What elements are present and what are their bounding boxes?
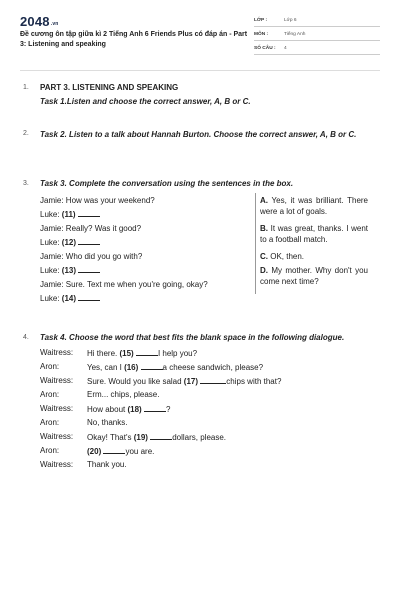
dialogue-speaker: Aron: (40, 362, 60, 371)
option-text: My mother. Why don't you come next time? (260, 266, 368, 286)
dialogue-speaker: Waitress: (40, 348, 74, 357)
answer-blank[interactable] (78, 293, 100, 301)
answer-blank[interactable] (78, 265, 100, 273)
line-text: Jamie: How was your weekend? (40, 196, 155, 205)
line-text: Jamie: Really? Was it good? (40, 224, 142, 233)
logo-text: 2048 (20, 14, 50, 29)
line-text: Sure. Would you like salad (87, 377, 184, 386)
question-label: (15) (119, 349, 134, 358)
option-letter: C. (260, 252, 268, 261)
question-label: (19) (133, 433, 148, 442)
line-text: Luke: (40, 266, 62, 275)
option-letter: A. (260, 196, 268, 205)
line-text: chips with that? (226, 377, 282, 386)
part-title: PART 3. LISTENING AND SPEAKING (40, 83, 179, 92)
option-text: Yes, it was brilliant. There were a lot of goals. (260, 196, 369, 216)
answer-blank[interactable] (103, 446, 125, 454)
line-text: Luke: (40, 294, 62, 303)
question-label: (16) (124, 363, 139, 372)
meta-value: Lớp 6 (284, 18, 297, 23)
task4-instruction: Task 4. Choose the word that best fits the blank space in the following dialogue. (40, 333, 345, 342)
line-text: Hi there. (87, 349, 120, 358)
dialogue-speaker: Waitress: (40, 404, 74, 413)
answer-blank[interactable] (144, 404, 166, 412)
option-a (260, 195, 368, 217)
answer-blank[interactable] (150, 432, 172, 440)
dialogue-line (87, 432, 226, 442)
dialogue-speaker: Waitress: (40, 432, 74, 441)
line-text: Luke: (40, 238, 62, 247)
line-text: No, thanks. (87, 418, 128, 427)
option-text: It was great, thanks. I went to a football match. (260, 224, 369, 244)
line-text: ? (165, 405, 171, 414)
question-label: (11) (61, 210, 76, 219)
question-label: (20) (87, 447, 102, 456)
dialogue-line (87, 446, 154, 456)
conversation-line (40, 209, 100, 220)
question-label: (17) (183, 377, 199, 386)
line-text: you are. (125, 447, 155, 456)
answer-blank[interactable] (78, 209, 100, 217)
question-number: 1. (23, 84, 29, 91)
question-label: (12) (61, 238, 77, 247)
conversation-line (40, 279, 208, 290)
line-text: Jamie: Sure. Text me when you're going, okay? (40, 280, 208, 289)
answer-blank[interactable] (136, 348, 158, 356)
question-number: 2. (23, 130, 29, 137)
dialogue-line (87, 362, 263, 372)
option-text: OK, then. (270, 252, 305, 261)
dialogue-speaker: Aron: (40, 418, 60, 427)
dialogue-line (87, 404, 170, 414)
dialogue-line (87, 390, 159, 399)
conversation-line (40, 223, 141, 234)
dialogue-line (87, 460, 127, 469)
meta-class (254, 16, 380, 27)
option-b (260, 223, 368, 245)
meta-value: Tiếng Anh (284, 32, 306, 37)
line-text: Okay! That's (87, 433, 134, 442)
option-c (260, 251, 368, 262)
answer-blank[interactable] (78, 237, 100, 245)
document-title: Đề cương ôn tập giữa kì 2 Tiếng Anh 6 Friends Plus có đáp án - Part 3: Listening and speaking (20, 31, 248, 48)
question-label: (13) (61, 266, 77, 275)
question-number: 3. (23, 180, 29, 187)
line-text: Erm... chips, please. (87, 390, 160, 399)
conversation-line (40, 293, 100, 304)
dialogue-speaker: Waitress: (40, 376, 74, 385)
line-text: a cheese sandwich, please? (162, 363, 264, 372)
meta-value: 4 (284, 46, 287, 51)
line-text: Yes, can I (87, 363, 125, 372)
logo-suffix: .vn (50, 21, 59, 27)
meta-question-count (254, 44, 380, 55)
meta-key: LỚP : (254, 18, 268, 23)
dialogue-speaker: Waitress: (40, 460, 74, 469)
task3-instruction: Task 3. Complete the conversation using the sentences in the box. (40, 179, 294, 188)
dialogue-line (87, 418, 127, 427)
line-text: Luke: (40, 210, 62, 219)
dialogue-line (87, 348, 197, 358)
meta-key: MÔN : (254, 32, 269, 37)
meta-key: SỐ CÂU : (254, 46, 276, 51)
dialogue-line (87, 376, 281, 386)
line-text: dollars, please. (172, 433, 227, 442)
line-text: I help you? (157, 349, 198, 358)
options-box-border (255, 193, 256, 294)
option-d (260, 265, 368, 287)
option-letter: D. (260, 266, 268, 275)
meta-subject (254, 30, 380, 41)
question-label: (14) (61, 294, 77, 303)
conversation-line (40, 265, 100, 276)
dialogue-speaker: Aron: (40, 446, 60, 455)
line-text: Thank you. (87, 460, 127, 469)
task2-instruction: Task 2. Listen to a talk about Hannah Burton. Choose the correct answer, A, B or C. (40, 130, 357, 139)
conversation-line (40, 251, 142, 262)
task1-instruction: Task 1.Listen and choose the correct answer, A, B or C. (40, 97, 251, 106)
question-number: 4. (23, 334, 29, 341)
dialogue-speaker: Aron: (40, 390, 60, 399)
site-logo[interactable] (20, 14, 58, 29)
line-text: How about (87, 405, 128, 414)
conversation-line (40, 195, 155, 206)
conversation-line (40, 237, 100, 248)
answer-blank[interactable] (141, 362, 163, 370)
header-divider (20, 70, 380, 71)
line-text: Jamie: Who did you go with? (40, 252, 143, 261)
answer-blank[interactable] (200, 376, 226, 384)
option-letter: B. (260, 224, 268, 233)
question-label: (18) (127, 405, 142, 414)
